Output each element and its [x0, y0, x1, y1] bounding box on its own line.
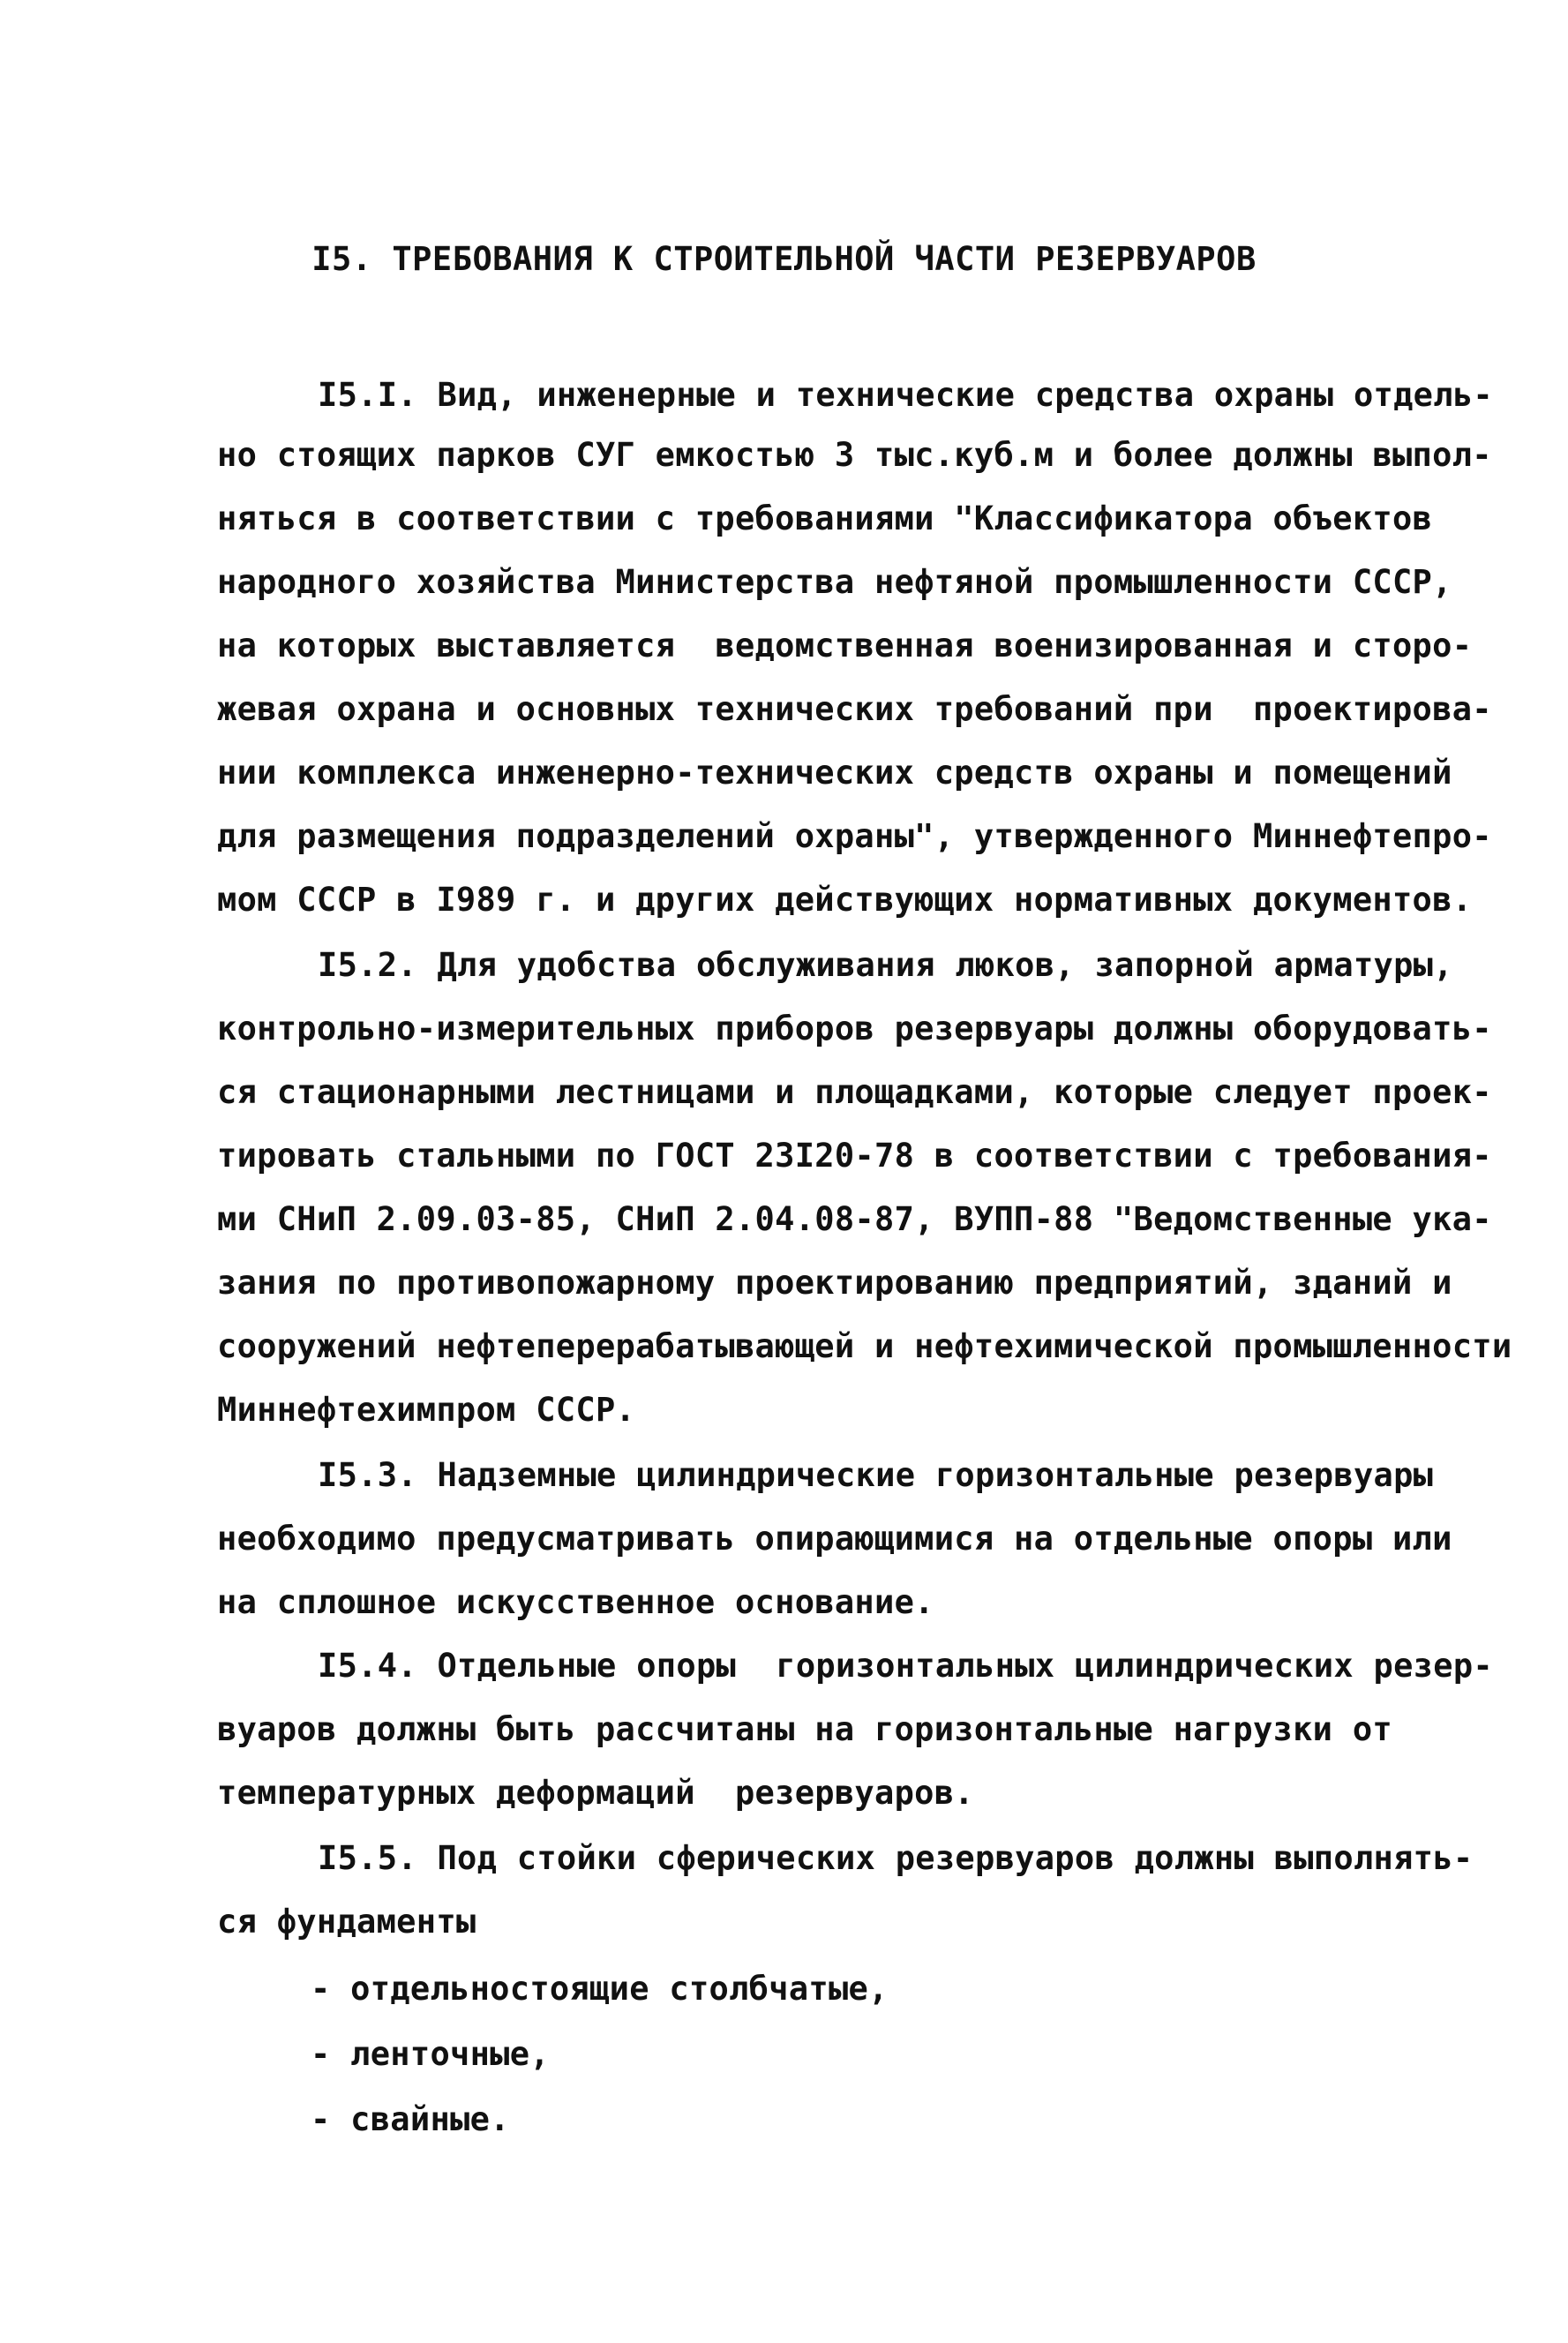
paragraph-line: Миннефтехимпром СССР. — [217, 1391, 636, 1429]
paragraph-line: нии комплекса инженерно-технических средств охраны и помещений — [217, 754, 1452, 792]
paragraph-line: ся фундаменты — [217, 1903, 476, 1941]
paragraph-line: необходимо предусматривать опирающимися на отдельные опоры или — [217, 1520, 1452, 1558]
paragraph-line: вуаров должны быть рассчитаны на горизонтальные нагрузки от — [217, 1710, 1392, 1748]
paragraph-line: зания по противопожарному проектированию предприятий, зданий и — [217, 1264, 1452, 1302]
paragraph-line: температурных деформаций резервуаров. — [217, 1774, 974, 1812]
paragraph-line: народного хозяйства Министерства нефтяной промышленности СССР, — [217, 563, 1452, 601]
paragraph-line: контрольно-измерительных приборов резервуары должны оборудовать- — [217, 1010, 1492, 1048]
paragraph-line: I5.4. Отдельные опоры горизонтальных цилиндрических резер- — [318, 1647, 1493, 1685]
paragraph-line: но стоящих парков СУГ емкостью 3 тыс.куб.м и более должны выпол- — [217, 436, 1492, 474]
paragraph-line: на которых выставляется ведомственная военизированная и сторо- — [217, 627, 1473, 665]
paragraph-line: жевая охрана и основных технических требований при проектирова- — [217, 690, 1492, 728]
paragraph-line: I5.2. Для удобства обслуживания люков, запорной арматуры, — [318, 946, 1453, 984]
list-item: - ленточные, — [311, 2035, 550, 2073]
paragraph-line: I5.I. Вид, инженерные и технические средства охраны отдель- — [318, 376, 1493, 414]
list-item: - отдельностоящие столбчатые, — [311, 1970, 889, 2008]
list-item: - свайные. — [311, 2100, 510, 2138]
paragraph-line: мом СССР в I989 г. и других действующих нормативных документов. — [217, 881, 1473, 919]
paragraph-line: тировать стальными по ГОСТ 23I20-78 в соответствии с требования- — [217, 1137, 1492, 1175]
paragraph-line: няться в соответствии с требованиями "Классификатора объектов — [217, 499, 1433, 537]
paragraph-line: сооружений нефтеперерабатывающей и нефтехимической промышленности — [217, 1327, 1512, 1365]
paragraph-line: ся стационарными лестницами и площадками, которые следует проек- — [217, 1073, 1492, 1111]
paragraph-line: I5.3. Надземные цилиндрические горизонтальные резервуары — [318, 1456, 1434, 1494]
paragraph-line: I5.5. Под стойки сферических резервуаров должны выполнять- — [318, 1839, 1474, 1877]
paragraph-line: на сплошное искусственное основание. — [217, 1583, 934, 1621]
paragraph-line: ми СНиП 2.09.03-85, СНиП 2.04.08-87, ВУПП-88 "Ведомственные ука- — [217, 1200, 1492, 1238]
section-title: I5. ТРЕБОВАНИЯ К СТРОИТЕЛЬНОЙ ЧАСТИ РЕЗЕРВУАРОВ — [311, 240, 1257, 278]
paragraph-line: для размещения подразделений охраны", утвержденного Миннефтепро- — [217, 817, 1492, 855]
